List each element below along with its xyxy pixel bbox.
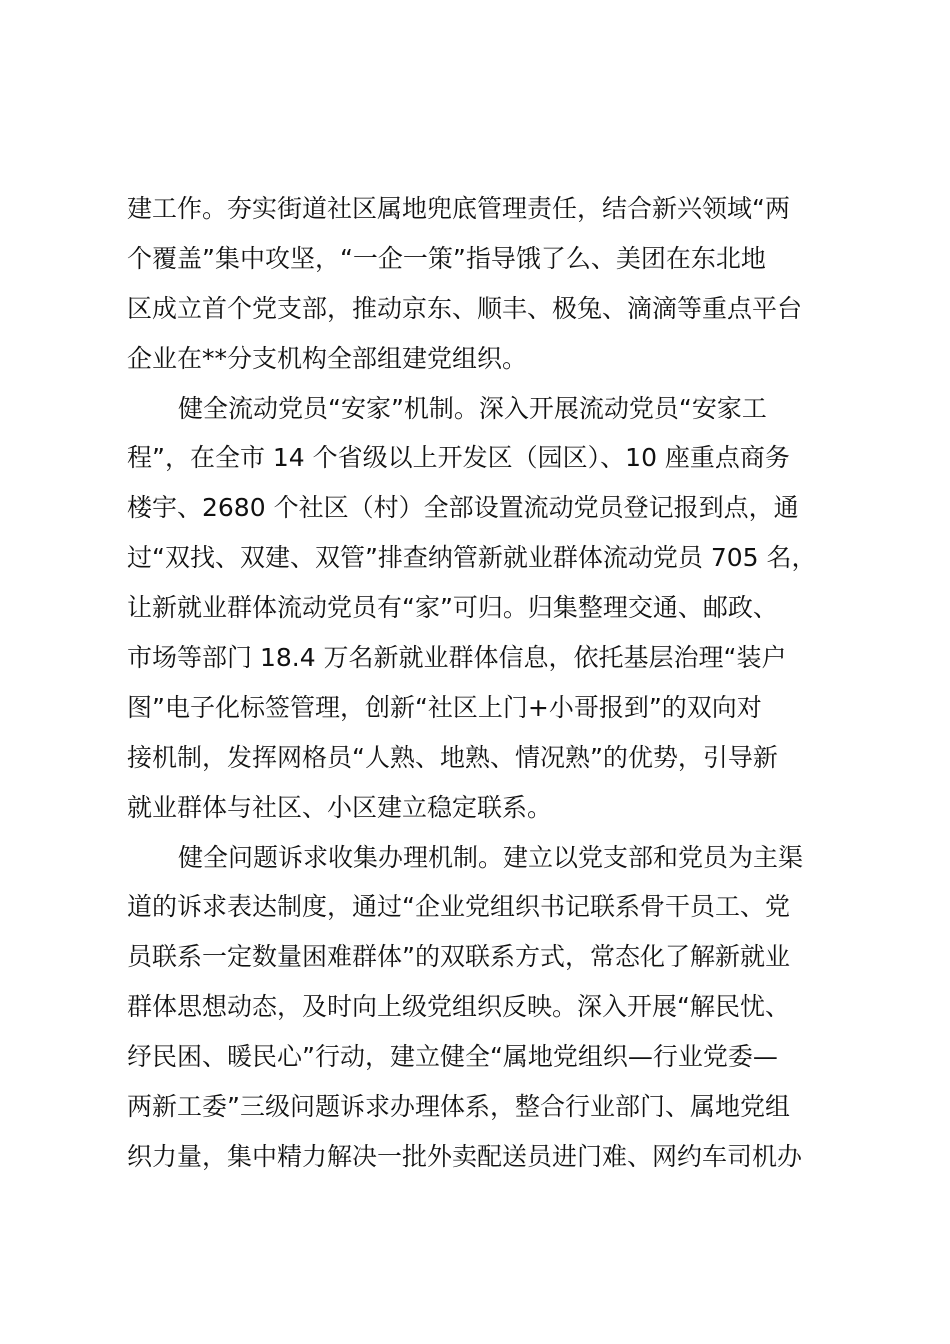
text-line: 区成立首个党支部，推动京东、顺丰、极兔、滴滴等重点平台 <box>127 293 803 323</box>
text-line: 健全问题诉求收集办理机制。建立以党支部和党员为主渠 <box>178 842 804 872</box>
text-line: 织力量，集中精力解决一批外卖配送员进门难、网约车司机办 <box>127 1141 803 1171</box>
text-line: 就业群体与社区、小区建立稳定联系。 <box>127 792 553 822</box>
text-line: 个覆盖”集中攻坚，“一企一策”指导饿了么、美团在东北地 <box>127 243 766 273</box>
text-line: 市场等部门 18.4 万名新就业群体信息，依托基层治理“装户 <box>127 643 787 673</box>
document-body <box>127 184 847 1182</box>
text-line: 让新就业群体流动党员有“家”可归。归集整理交通、邮政、 <box>127 593 778 623</box>
text-line: 两新工委”三级问题诉求办理体系，整合行业部门、属地党组 <box>127 1092 790 1122</box>
text-line: 健全流动党员“安家”机制。深入开展流动党员“安家工 <box>178 393 767 423</box>
paragraph-1 <box>127 184 847 384</box>
paragraph-3 <box>127 833 847 1182</box>
text-line: 群体思想动态，及时向上级党组织反映。深入开展“解民忧、 <box>127 992 790 1022</box>
text-line: 企业在**分支机构全部组建党组织。 <box>127 343 528 373</box>
text-line: 建工作。夯实街道社区属地兜底管理责任，结合新兴领域“两 <box>127 194 790 223</box>
text-line: 纾民困、暖民心”行动，建立健全“属地党组织—行业党委— <box>127 1042 778 1072</box>
text-line: 图”电子化标签管理，创新“社区上门+小哥报到”的双向对 <box>127 692 762 722</box>
text-line: 楼宇、2680 个社区（村）全部设置流动党员登记报到点，通 <box>127 493 799 523</box>
text-line: 道的诉求表达制度，通过“企业党组织书记联系骨干员工、党 <box>127 892 790 922</box>
text-line: 接机制，发挥网格员“人熟、地熟、情况熟”的优势，引导新 <box>127 742 778 772</box>
text-line: 过“双找、双建、双管”排查纳管新就业群体流动党员 705 名， <box>127 543 817 573</box>
text-line: 程”，在全市 14 个省级以上开发区（园区）、10 座重点商务 <box>127 443 790 473</box>
text-line: 员联系一定数量困难群体”的双联系方式，常态化了解新就业 <box>127 942 790 972</box>
paragraph-2 <box>127 384 847 833</box>
